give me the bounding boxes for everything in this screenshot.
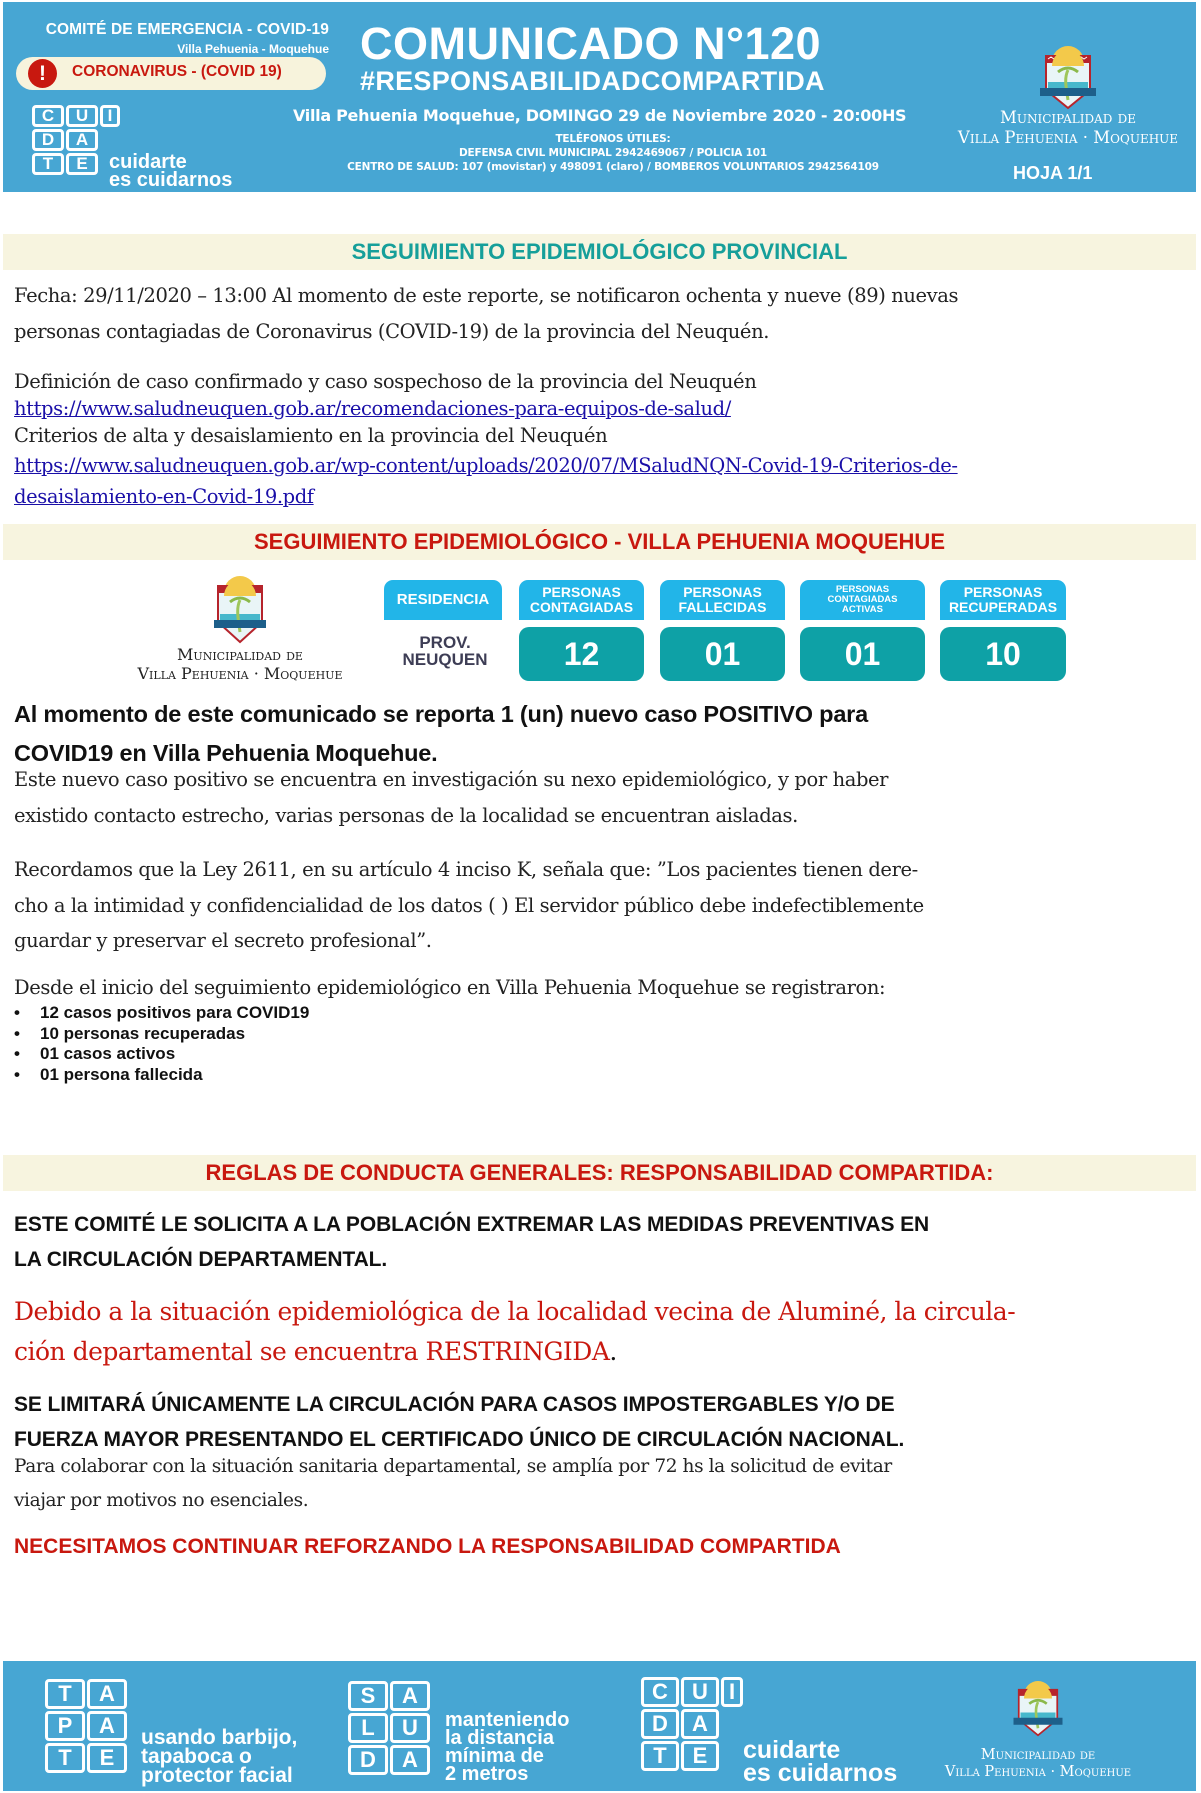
- totals-list: [14, 1003, 309, 1085]
- local-section-heading: SEGUIMIENTO EPIDEMIOLÓGICO - VILLA PEHUENIA MOQUEHUE: [3, 524, 1196, 560]
- municipality-line: Villa Pehuenia · Moquehue: [957, 127, 1179, 147]
- stat-value-contagiadas: 12: [519, 627, 644, 681]
- limit-line: SE LIMITARÁ ÚNICAMENTE LA CIRCULACIÓN PARA CASOS IMPOSTERGABLES Y/O DE: [14, 1393, 895, 1416]
- municipality-line: Villa Pehuenia · Moquehue: [944, 1764, 1132, 1781]
- committee-location: Villa Pehuenia - Moquehue: [177, 42, 329, 56]
- logo-letter: E: [681, 1741, 719, 1771]
- header-line: PERSONAS: [835, 584, 890, 596]
- saluda-slogan: [445, 1711, 569, 1783]
- since-start-paragraph: Desde el inicio del seguimiento epidemiológico en Villa Pehuenia Moquehue se registraron:: [14, 976, 886, 999]
- logo-letter: S: [348, 1681, 388, 1711]
- logo-letter: U: [681, 1677, 719, 1707]
- logo-letter: T: [641, 1741, 679, 1771]
- criteria-link[interactable]: https://www.saludneuquen.gob.ar/wp-content/uploads/2020/07/MSaludNQN-Covid-19-Criterios-de-: [14, 454, 958, 477]
- law-line: cho a la intimidad y confidencialidad de los datos ( ) El servidor público debe indefectiblemente: [14, 893, 924, 917]
- municipality-line: Municipalidad de: [999, 108, 1137, 127]
- restriction-line: Debido a la situación epidemiológica de la localidad vecina de Aluminé, la circula-: [14, 1297, 1016, 1326]
- page-title: COMUNICADO N°120: [360, 18, 822, 69]
- list-item: • 12 casos positivos para COVID19: [14, 1003, 309, 1024]
- residence-value: [388, 634, 502, 668]
- municipality-name: [943, 108, 1193, 148]
- committee-name: COMITÉ DE EMERGENCIA - COVID-19: [45, 21, 329, 38]
- restriction-line: ción departamental se encuentra RESTRINGIDA: [14, 1337, 610, 1366]
- header-line: ACTIVAS: [842, 603, 883, 615]
- list-item: • 10 personas recuperadas: [14, 1024, 309, 1045]
- municipality-line: Villa Pehuenia · Moquehue: [137, 664, 343, 684]
- municipal-crest-icon: [208, 572, 272, 648]
- tapate-slogan: [141, 1726, 298, 1787]
- slogan-line: cuidarte: [109, 151, 187, 173]
- definition-label: Definición de caso confirmado y caso sospechoso de la provincia del Neuquén: [14, 370, 757, 393]
- logo-letter: D: [32, 129, 64, 151]
- logo-letter: E: [87, 1743, 127, 1773]
- logo-letter: D: [348, 1745, 388, 1775]
- investigation-paragraph: [14, 762, 1184, 834]
- rules-section-heading: REGLAS DE CONDUCTA GENERALES: RESPONSABILIDAD COMPARTIDA:: [3, 1155, 1196, 1191]
- closing-message: NECESITAMOS CONTINUAR REFORZANDO LA RESPONSABILIDAD COMPARTIDA: [14, 1535, 841, 1558]
- criteria-label: Criterios de alta y desaislamiento en la provincia del Neuquén: [14, 424, 608, 447]
- logo-letter: A: [390, 1745, 430, 1775]
- provincial-report: [14, 278, 1184, 350]
- alert-pill: [16, 57, 326, 90]
- saluda-logo: [348, 1681, 430, 1775]
- committee-request: [14, 1207, 1184, 1277]
- list-item: • 01 persona fallecida: [14, 1065, 309, 1086]
- stat-header-contagiadas: [519, 580, 644, 620]
- slogan-line: es cuidarnos: [109, 169, 233, 191]
- municipality-line: Municipalidad de: [177, 645, 303, 664]
- municipality-name: [115, 645, 365, 683]
- provincial-links: [14, 368, 1184, 511]
- investigation-line: Este nuevo caso positivo se encuentra en investigación su nexo epidemiológico, y por haber: [14, 768, 889, 791]
- municipal-crest-icon: [1036, 42, 1100, 114]
- residence-header: RESIDENCIA: [384, 580, 502, 620]
- slogan-line: manteniendo: [445, 1709, 570, 1731]
- stat-value-recuperadas: 10: [940, 627, 1066, 681]
- municipality-line: Municipalidad de: [980, 1747, 1096, 1763]
- extension-paragraph: [14, 1450, 1184, 1518]
- slogan-line: es cuidarnos: [743, 1758, 898, 1787]
- slogan-line: cuidarte: [743, 1736, 841, 1764]
- logo-letter: I: [100, 105, 120, 127]
- logo-letter: U: [66, 105, 98, 127]
- extension-line: Para colaborar con la situación sanitaria departamental, se amplía por 72 hs la solicitud de evitar: [14, 1456, 892, 1477]
- stat-header-fallecidas: [660, 580, 785, 620]
- phones-line: DEFENSA CIVIL MUNICIPAL 2942469067 / POLICIA 101: [459, 147, 767, 159]
- cuidate-slogan: [743, 1736, 898, 1787]
- logo-letter: U: [390, 1713, 430, 1743]
- logo-letter: A: [66, 129, 98, 151]
- date-line: Villa Pehuenia Moquehue, DOMINGO 29 de Noviembre 2020 - 20:00HS: [293, 106, 907, 125]
- definition-link[interactable]: https://www.saludneuquen.gob.ar/recomendaciones-para-equipos-de-salud/: [14, 397, 731, 420]
- header-line: FALLECIDAS: [678, 599, 767, 615]
- phones-line: CENTRO DE SALUD: 107 (movistar) y 498091 (claro) / BOMBEROS VOLUNTARIOS 2942564109: [347, 161, 879, 173]
- header-line: PERSONAS: [963, 584, 1043, 601]
- hashtag: #RESPONSABILIDADCOMPARTIDA: [360, 66, 825, 96]
- slogan-line: 2 metros: [445, 1763, 529, 1785]
- logo-letter: T: [45, 1679, 85, 1709]
- logo-letter: C: [32, 105, 64, 127]
- header-line: PERSONAS: [683, 584, 762, 601]
- municipal-crest-icon: [1010, 1677, 1066, 1741]
- logo-letter: D: [641, 1709, 679, 1739]
- provincial-section-heading: SEGUIMIENTO EPIDEMIOLÓGICO PROVINCIAL: [3, 234, 1196, 270]
- restriction-notice: [14, 1292, 1184, 1372]
- report-line: Fecha: 29/11/2020 – 13:00 Al momento de este reporte, se notificaron ochenta y nueve (89) nuevas: [14, 284, 959, 307]
- law-line: Recordamos que la Ley 2611, en su artículo 4 inciso K, señala que: ”Los pacientes tienen dere-: [14, 858, 918, 881]
- announcement-line: Al momento de este comunicado se reporta 1 (un) nuevo caso POSITIVO para: [14, 701, 868, 727]
- law-line: guardar y preservar el secreto profesional”.: [14, 929, 432, 952]
- tapate-logo: [45, 1679, 127, 1773]
- logo-letter: P: [45, 1711, 85, 1741]
- logo-letter: A: [681, 1709, 719, 1739]
- logo-letter: T: [32, 153, 64, 175]
- announcement-line: COVID19 en Villa Pehuenia Moquehue.: [14, 740, 438, 766]
- extension-line: viajar por motivos no esenciales.: [14, 1490, 309, 1511]
- logo-letter: L: [348, 1713, 388, 1743]
- slogan-line: protector facial: [141, 1763, 293, 1787]
- exclamation-icon: !: [28, 59, 57, 88]
- logo-letter: T: [45, 1743, 85, 1773]
- logo-letter: A: [87, 1679, 127, 1709]
- request-line: LA CIRCULACIÓN DEPARTAMENTAL.: [14, 1248, 388, 1271]
- request-line: ESTE COMITÉ LE SOLICITA A LA POBLACIÓN EXTREMAR LAS MEDIDAS PREVENTIVAS EN: [14, 1213, 930, 1236]
- stat-value-activas: 01: [800, 627, 925, 681]
- slogan-line: mínima de: [445, 1745, 544, 1767]
- footer-banner: [3, 1661, 1196, 1791]
- limit-line: FUERZA MAYOR PRESENTANDO EL CERTIFICADO ÚNICO DE CIRCULACIÓN NACIONAL.: [14, 1428, 905, 1451]
- stat-header-recuperadas: [940, 580, 1066, 620]
- stat-value-fallecidas: 01: [660, 627, 785, 681]
- useful-phones: [293, 132, 933, 174]
- alert-label: CORONAVIRUS - (COVID 19): [72, 63, 282, 80]
- header-line: RECUPERADAS: [948, 599, 1058, 615]
- slogan-line: usando barbijo,: [141, 1726, 298, 1749]
- slogan-line: tapaboca o: [141, 1744, 252, 1768]
- list-item: • 01 casos activos: [14, 1044, 309, 1065]
- stat-header-activas: [800, 580, 925, 620]
- logo-letter: C: [641, 1677, 679, 1707]
- municipality-name: [933, 1747, 1143, 1782]
- criteria-link-continued[interactable]: desaislamiento-en-Covid-19.pdf: [14, 485, 314, 508]
- logo-letter: E: [66, 153, 98, 175]
- cuidate-logo: [641, 1677, 743, 1771]
- logo-letter: A: [87, 1711, 127, 1741]
- header-line: CONTAGIADAS: [529, 599, 634, 615]
- restriction-end: .: [609, 1337, 617, 1366]
- logo-letter: I: [721, 1677, 743, 1707]
- header-banner: [3, 2, 1196, 192]
- law-paragraph: [14, 852, 1184, 959]
- sheet-number: HOJA 1/1: [1013, 163, 1093, 183]
- slogan-line: la distancia: [445, 1727, 554, 1749]
- residence-line: NEUQUEN: [402, 650, 488, 669]
- residence-line: PROV.: [419, 633, 471, 652]
- header-line: CONTAGIADAS: [827, 594, 898, 606]
- header-line: PERSONAS: [542, 584, 621, 601]
- cuidate-slogan: [109, 153, 232, 189]
- cuidate-logo: [32, 105, 120, 175]
- phones-title: TELÉFONOS ÚTILES:: [555, 133, 671, 145]
- investigation-line: existido contacto estrecho, varias personas de la localidad se encuentran aisladas.: [14, 804, 798, 827]
- logo-letter: A: [390, 1681, 430, 1711]
- report-line: personas contagiadas de Coronavirus (COVID-19) de la provincia del Neuquén.: [14, 320, 770, 343]
- circulation-limit: [14, 1387, 1184, 1457]
